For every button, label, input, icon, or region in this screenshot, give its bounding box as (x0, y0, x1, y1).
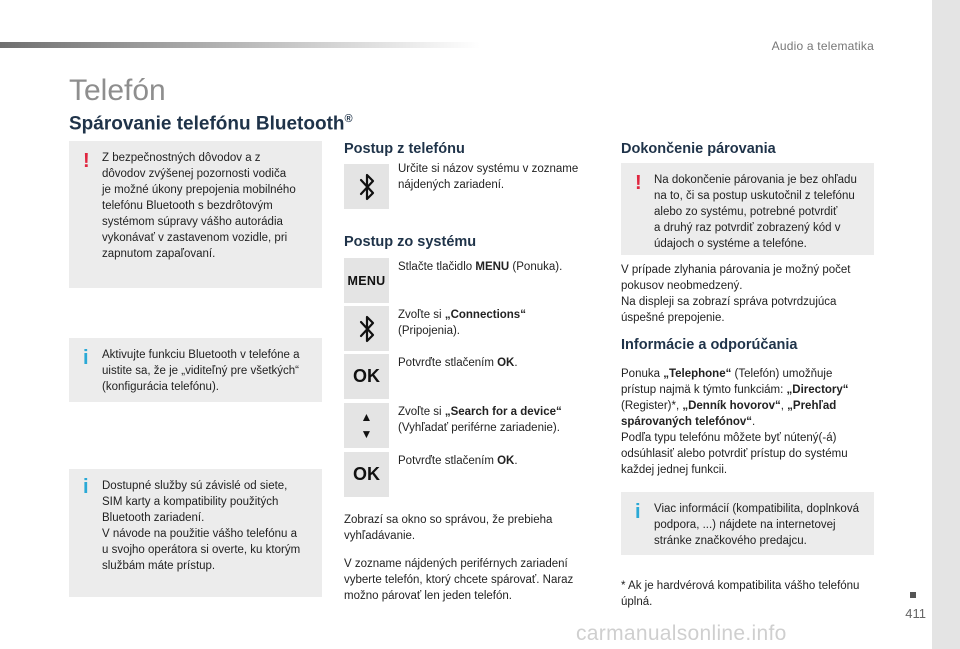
search-message-text: Zobrazí sa okno so správou, že prebieha vyhľadávanie. (344, 514, 553, 542)
select-phone-text: V zozname nájdených periférnych zariadení vyberte telefón, ktorý chcete spárovať. Naraz možno párovať len jeden telefón. (344, 558, 574, 602)
ok-button-icon: OK (344, 354, 389, 399)
phone-procedure-heading: Postup z telefónu (344, 141, 465, 157)
page-corner-marker (910, 592, 916, 598)
warning-icon: ! (635, 172, 642, 194)
step-text: Zvoľte si „Connections“ (Pripojenia). (398, 309, 526, 337)
header-rule (0, 42, 480, 48)
step-text: Potvrďte stlačením OK. (398, 357, 518, 369)
system-procedure-heading: Postup zo systému (344, 234, 477, 250)
warning-icon: ! (83, 150, 90, 172)
info-icon: i (83, 347, 89, 369)
pairing-warning-box (621, 163, 874, 255)
arrow-up-icon: ▲ (360, 410, 373, 424)
step-text: Stlačte tlačidlo MENU (Ponuka). (398, 261, 563, 273)
menu-button-icon: MENU (344, 258, 389, 303)
finish-pairing-heading: Dokončenie párovania (621, 141, 776, 157)
info-recommendations-heading: Informácie a odporúčania (621, 337, 798, 353)
pairing-failure-text: V prípade zlyhania párovania je možný počet pokusov neobmedzený. Na displeji sa zobrazí správa potvrdzujúca úspešné prepojenie. (621, 264, 851, 324)
up-down-arrows-icon (344, 403, 389, 448)
page-title: Telefón (69, 74, 166, 107)
compatibility-info-box (621, 492, 874, 555)
section-header: Audio a telematika (771, 39, 874, 53)
bluetooth-icon (344, 164, 389, 209)
warning-text: Z bezpečnostných dôvodov a z dôvodov zvýšenej pozornosti vodiča je možné úkony prepojenia mobilného telefónu Bluetooth s bezdrôtovým systémom súpravy vášho autorádia vykonávať v zastavenom vozidle, pri zapnutom zapaľovaní. (102, 152, 296, 260)
ok-button-icon: OK (344, 452, 389, 497)
warning-text: Na dokončenie párovania je bez ohľadu na to, či sa postup uskutočnil z telefónu alebo zo systému, potrebné potvrdiť a druhý raz potvrdiť zobrazený kód v údajoch o systéme a telefóne. (654, 174, 857, 250)
footnote: * Ak je hardvérová kompatibilita vášho telefónu úplná. (621, 580, 860, 608)
bluetooth-icon (344, 306, 389, 351)
phone-step-text: Určite si názov systému v zozname nájdených zariadení. (398, 163, 579, 191)
info-icon: i (635, 501, 641, 523)
info-text: Viac informácií (kompatibilita, doplnková podpora, ...) nájdete na internetovej stránke značkového predajcu. (654, 503, 859, 547)
page-number: 411 (905, 606, 926, 621)
bluetooth-info-box (69, 338, 322, 402)
arrow-down-icon: ▼ (360, 427, 373, 441)
watermark: carmanualsonline.info (576, 622, 787, 645)
telephone-menu-text: Ponuka „Telephone“ (Telefón) umožňuje prístup najmä k týmto funkciám: „Directory“ (Register)*, „Denník hovorov“, „Prehľad spárovaných telefónov“. Podľa typu telefónu môžete byť nútený(-á) odsúhlasiť alebo potvrdiť prístup do systému každej jednej funkcii. (621, 368, 849, 476)
safety-warning-box (69, 141, 322, 288)
page-edge-rail (932, 0, 960, 649)
step-text: Zvoľte si „Search for a device“ (Vyhľadať periférne zariadenie). (398, 406, 562, 434)
page-subtitle: Spárovanie telefónu Bluetooth® (69, 113, 353, 135)
step-text: Potvrďte stlačením OK. (398, 455, 518, 467)
info-text: Dostupné služby sú závislé od siete, SIM karty a kompatibility použitých Bluetooth zariadení. V návode na použitie vášho telefónu a u svojho operátora si overte, ku ktorým službám máte prístup. (102, 480, 301, 572)
info-text: Aktivujte funkciu Bluetooth v telefóne a uistite sa, že je „viditeľný pre všetkých“ (konfigurácia telefónu). (102, 349, 300, 393)
services-info-box (69, 469, 322, 597)
info-icon: i (83, 476, 89, 498)
